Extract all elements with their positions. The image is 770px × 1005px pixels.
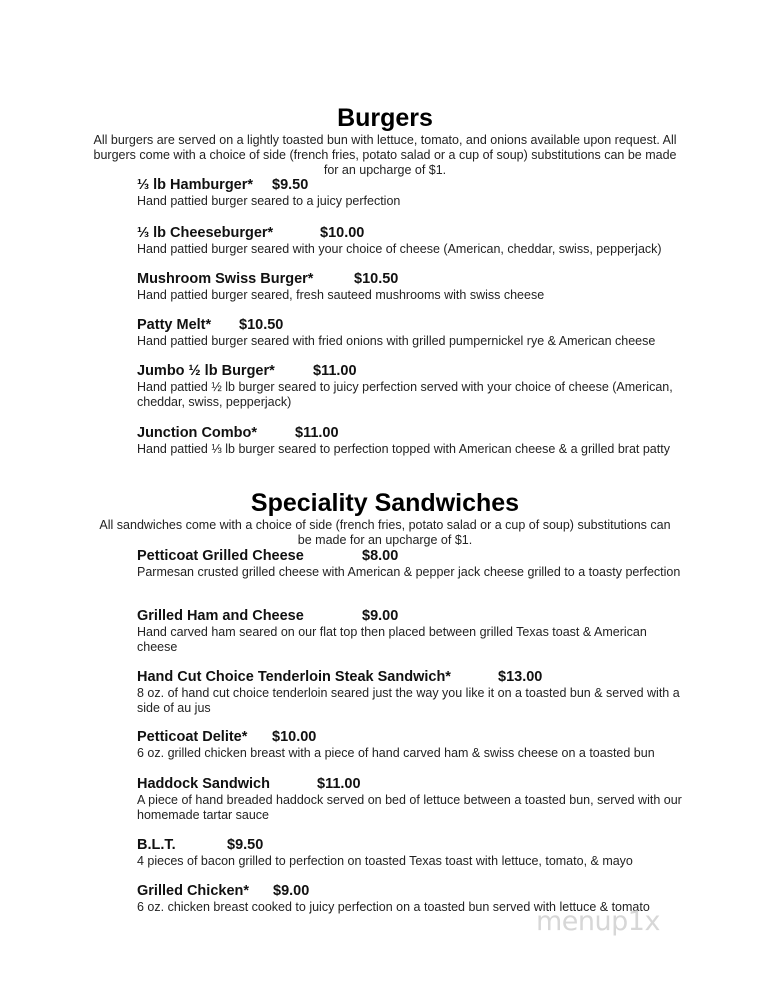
item-price: $8.00 — [362, 548, 399, 564]
item-description: 6 oz. grilled chicken breast with a piece of hand carved ham & swiss cheese on a toasted bun — [137, 746, 655, 760]
menu-item — [137, 317, 682, 349]
menu-item — [137, 225, 682, 257]
sandwiches-title: Speciality Sandwiches — [250, 489, 520, 517]
item-name: B.L.T. — [137, 837, 176, 853]
item-description: Hand carved ham seared on our flat top then placed between grilled Texas toast & American cheese — [137, 625, 647, 654]
menu-item — [137, 177, 682, 209]
burgers-title: Burgers — [337, 104, 433, 132]
menu-item — [137, 729, 682, 761]
item-description: Hand pattied burger seared to a juicy perfection — [137, 194, 401, 208]
item-price: $11.00 — [317, 776, 361, 792]
item-price: $9.50 — [227, 837, 264, 853]
item-price: $9.50 — [272, 177, 309, 193]
item-description: A piece of hand breaded haddock served on bed of lettuce between a toasted bun, served with our homemade tartar sauce — [137, 793, 682, 822]
item-name: Hand Cut Choice Tenderloin Steak Sandwich* — [137, 669, 451, 685]
menu-item — [137, 425, 682, 457]
item-name: Petticoat Grilled Cheese — [137, 548, 304, 564]
item-name: Grilled Ham and Cheese — [137, 608, 304, 624]
item-description: Hand pattied burger seared with fried onions with grilled pumpernickel rye & American cheese — [137, 334, 656, 348]
item-name: ⅓ lb Cheeseburger* — [137, 225, 274, 241]
item-name: ⅓ lb Hamburger* — [137, 177, 254, 193]
menu-item — [137, 363, 682, 410]
item-price: $11.00 — [313, 363, 357, 379]
item-price: $10.50 — [239, 317, 284, 333]
item-description: 4 pieces of bacon grilled to perfection on toasted Texas toast with lettuce, tomato, & mayo — [137, 854, 633, 868]
item-price: $11.00 — [295, 425, 339, 441]
item-name: Junction Combo* — [137, 425, 258, 441]
item-description: Hand pattied ½ lb burger seared to juicy perfection served with your choice of cheese (American, cheddar, swiss, pepperjack) — [137, 380, 673, 409]
item-name: Patty Melt* — [137, 317, 212, 333]
item-description: 8 oz. of hand cut choice tenderloin seared just the way you like it on a toasted bun & served with a side of au jus — [137, 686, 680, 715]
item-name: Haddock Sandwich — [137, 776, 270, 792]
item-price: $9.00 — [273, 883, 310, 899]
menu-item — [137, 776, 682, 823]
item-price: $13.00 — [498, 669, 543, 685]
watermark-logo: menup1x — [536, 906, 660, 937]
item-name: Petticoat Delite* — [137, 729, 248, 745]
item-price: $10.00 — [320, 225, 365, 241]
item-description: 6 oz. chicken breast cooked to juicy perfection on a toasted bun served with lettuce & tomato — [137, 900, 650, 914]
menu-item — [137, 608, 682, 655]
menu-item — [137, 837, 682, 869]
item-price: $9.00 — [362, 608, 399, 624]
item-description: Hand pattied burger seared with your choice of cheese (American, cheddar, swiss, pepperjack) — [137, 242, 662, 256]
item-price: $10.50 — [354, 271, 399, 287]
item-name: Jumbo ½ lb Burger* — [137, 363, 275, 379]
item-name: Grilled Chicken* — [137, 883, 250, 899]
menu-item — [137, 669, 682, 716]
burgers-intro: All burgers are served on a lightly toasted bun with lettuce, tomato, and onions available upon request. All burgers come with a choice of side (french fries, potato salad or a cup of soup) substitutions can be made for an upcharge of $1. — [93, 133, 677, 177]
menu-item — [137, 548, 682, 580]
sandwiches-intro: All sandwiches come with a choice of side (french fries, potato salad or a cup of soup) substitutions can be made for an upcharge of $1. — [99, 518, 671, 547]
item-description: Hand pattied ⅓ lb burger seared to perfection topped with American cheese & a grilled brat patty — [137, 442, 670, 456]
item-description: Parmesan crusted grilled cheese with American & pepper jack cheese grilled to a toasty perfection — [137, 565, 681, 579]
menu-item — [137, 271, 682, 303]
item-name: Mushroom Swiss Burger* — [137, 271, 314, 287]
item-description: Hand pattied burger seared, fresh sauteed mushrooms with swiss cheese — [137, 288, 545, 302]
item-price: $10.00 — [272, 729, 317, 745]
